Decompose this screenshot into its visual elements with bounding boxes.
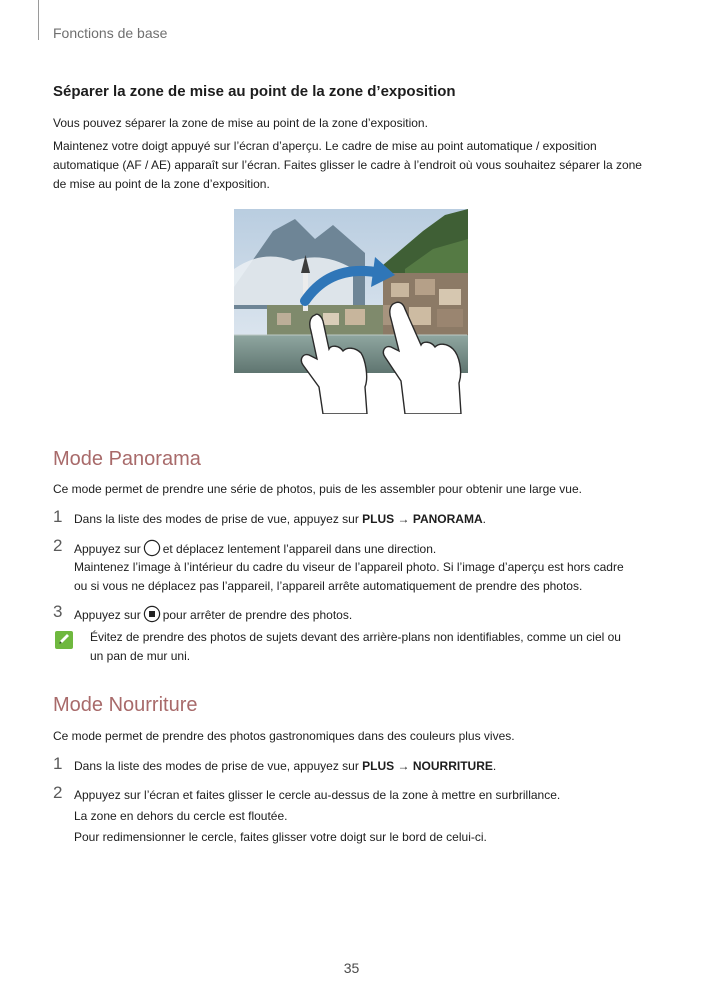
step-text: Dans la liste des modes de prise de vue, appuyez sur — [74, 512, 363, 526]
step-text-end: . — [482, 512, 486, 526]
panorama-step-2-number: 2 — [53, 536, 63, 555]
food-step-1-number: 1 — [53, 754, 63, 773]
separate-focus-heading: Séparer la zone de mise au point de la zone d’exposition — [53, 83, 456, 100]
food-step-2-detail-1: La zone en dehors du cercle est floutée. — [74, 809, 288, 823]
menu-plus: PLUS — [362, 759, 395, 773]
panorama-step-1-text — [74, 510, 654, 529]
panorama-step-1-number: 1 — [53, 507, 63, 526]
food-step-2-text: Appuyez sur l’écran et faites glisser le cercle au-dessus de la zone à mettre en surbrillance. — [74, 788, 561, 802]
section-header: Fonctions de base — [53, 25, 168, 41]
focus-exposure-illustration — [233, 209, 469, 414]
separate-focus-body-line-1: Maintenez votre doigt appuyé sur l’écran d’aperçu. Le cadre de mise au point automatique / exposition — [53, 139, 597, 153]
separate-focus-body-line-3: de mise au point de la zone d’exposition. — [53, 177, 270, 191]
note-pencil-icon — [54, 630, 74, 650]
step-text: Appuyez sur — [74, 608, 141, 622]
panorama-intro: Ce mode permet de prendre une série de photos, puis de les assembler pour obtenir une large vue. — [53, 482, 582, 496]
page-number: 35 — [343, 960, 360, 976]
separate-focus-intro: Vous pouvez séparer la zone de mise au point de la zone d’exposition. — [53, 116, 428, 130]
step-text-end: . — [492, 759, 497, 773]
step-text-end: et déplacez lentement l’appareil dans une direction. — [162, 542, 437, 556]
page-margin-rule — [38, 0, 39, 40]
separate-focus-body-line-2: automatique (AF / AE) apparaît sur l’écran. Faites glisser le cadre à l’endroit où vous souhaitez séparer la zone — [53, 158, 642, 172]
food-step-1-text — [74, 757, 654, 776]
panorama-step-3-number: 3 — [53, 602, 63, 621]
arrow-separator: → — [394, 512, 413, 526]
food-step-2-number: 2 — [53, 783, 63, 802]
panorama-step-3-text — [74, 605, 654, 629]
food-title: Mode Nourriture — [53, 694, 198, 716]
panorama-title: Mode Panorama — [53, 448, 201, 470]
panorama-note-line-2: un pan de mur uni. — [90, 649, 191, 663]
step-text-end: pour arrêter de prendre des photos. — [162, 608, 353, 622]
step-text: Appuyez sur — [74, 542, 141, 556]
panorama-step-2-detail-1: Maintenez l’image à l’intérieur du cadre du viseur de l’appareil photo. Si l’image d’aperçu est hors cadre — [74, 560, 624, 574]
food-intro: Ce mode permet de prendre des photos gastronomiques dans des couleurs plus vives. — [53, 729, 515, 743]
panorama-note-line-1: Évitez de prendre des photos de sujets devant des arrière-plans non identifiables, comme un ciel ou — [90, 630, 621, 644]
menu-nourriture: NOURRITURE — [412, 759, 493, 773]
food-step-2-detail-2: Pour redimensionner le cercle, faites glisser votre doigt sur le bord de celui-ci. — [74, 830, 487, 844]
stop-recording-icon — [143, 605, 161, 629]
arrow-separator: → — [394, 759, 413, 773]
panorama-step-2-detail-2: ou si vous ne déplacez pas l’appareil, l’appareil arrête automatiquement de prendre des photos. — [74, 579, 583, 593]
menu-plus: PLUS — [362, 512, 395, 526]
menu-panorama: PANORAMA — [412, 512, 483, 526]
step-text: Dans la liste des modes de prise de vue, appuyez sur — [74, 759, 363, 773]
